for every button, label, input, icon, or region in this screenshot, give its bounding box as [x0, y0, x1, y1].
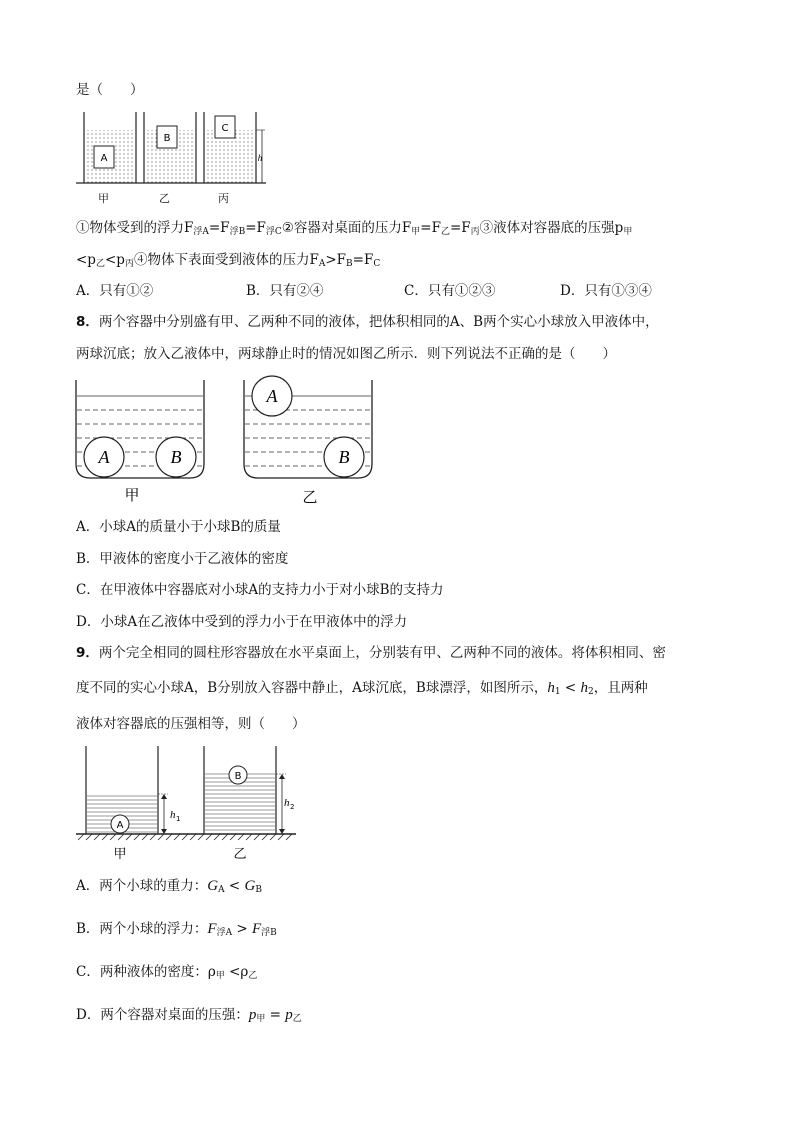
q9-option-c[interactable]: C．两种液体的密度：$\rho_甲 <\rho_乙$	[76, 964, 258, 981]
q9-ball-a-label: A	[116, 820, 124, 831]
h1-label: h	[170, 809, 176, 821]
q9-label-yi: 乙	[233, 847, 247, 862]
q8-label-jia: 甲	[124, 486, 140, 504]
q9-ball-b-label: B	[234, 771, 242, 782]
ball-a-yi-label: A	[266, 386, 278, 406]
block-a-label: A	[100, 153, 108, 164]
block-c-label: C	[221, 123, 229, 134]
q8-number: 8．	[76, 314, 99, 330]
q7-statement-line-1: ①物体受到的浮力$F_{浮A}=F_{浮B}=F_{浮C}②$容器对桌面的压力$F_甲=F_乙=F_丙③$液体对容器底的压强$p_甲$	[76, 220, 633, 237]
block-b-label: B	[163, 133, 171, 144]
q8-figure	[70, 372, 400, 512]
q7-option-b[interactable]: B．只有②④	[246, 283, 324, 299]
q9-stem-line-1: 9．两个完全相同的圆柱形容器放在水平桌面上，分别装有甲、乙两种不同的液体。将体积相同、密	[76, 645, 666, 661]
q8-option-c[interactable]: C．在甲液体中容器底对小球A的支持力小于对小球B的支持力	[76, 582, 444, 598]
ball-a-jia-label: A	[98, 447, 110, 467]
q9-option-b[interactable]: B．两个小球的浮力：$F_{浮A} > F_{浮B}$	[76, 921, 277, 938]
q8-option-a[interactable]: A．小球A的质量小于小球B的质量	[76, 519, 281, 535]
q9-label-jia: 甲	[113, 847, 127, 862]
height-label: h	[257, 153, 263, 163]
q8-label-yi: 乙	[302, 488, 318, 506]
q9-stem-line-2: 度不同的实心小球A，B分别放入容器中静止，A球沉底，B球漂浮，如图所示，$h_1 < h_2$，且两种	[76, 680, 648, 697]
q9-ground-hatch	[78, 834, 292, 840]
q8-option-d[interactable]: D．小球A在乙液体中受到的浮力小于在甲液体中的浮力	[76, 614, 408, 630]
q9-stem-line-3: 液体对容器底的压强相等，则（ ）	[76, 716, 306, 732]
q7-label-jia: 甲	[98, 192, 109, 205]
q7-option-c[interactable]: C．只有①②③	[404, 283, 496, 299]
q9-option-a[interactable]: A．两个小球的重力：$G_A < G_B$	[76, 878, 262, 895]
svg-text:2: 2	[290, 803, 295, 811]
q7-option-a[interactable]: A．只有①②	[76, 283, 154, 299]
q8-stem-line-1: 8．两个容器中分别盛有甲、乙两种不同的液体，把体积相同的A、B两个实心小球放入甲液体中，	[76, 314, 659, 330]
q7-tail: 是（ ）	[76, 82, 144, 98]
q8-option-b[interactable]: B．甲液体的密度小于乙液体的密度	[76, 551, 289, 567]
ball-b-jia-label: B	[170, 447, 182, 467]
q8-stem-line-2: 两球沉底；放入乙液体中，两球静止时的情况如图乙所示．则下列说法不正确的是（ ）	[76, 346, 616, 362]
svg-text:1: 1	[176, 815, 181, 823]
q9-number: 9．	[76, 645, 99, 661]
q9-option-d[interactable]: D．两个容器对桌面的压强：$p_甲 = p_乙$	[76, 1007, 302, 1024]
h2-label: h	[284, 797, 290, 809]
q7-option-d[interactable]: D．只有①③④	[560, 283, 652, 299]
q7-statement-line-2: $<p_乙<p_丙④$物体下表面受到液体的压力$F_A>F_B=F_C$	[76, 252, 381, 269]
q7-label-bing: 丙	[218, 192, 229, 205]
q9-figure	[74, 744, 304, 864]
q7-label-yi: 乙	[159, 192, 170, 205]
ball-b-yi-label: B	[338, 447, 350, 467]
q7-figure	[70, 108, 270, 184]
